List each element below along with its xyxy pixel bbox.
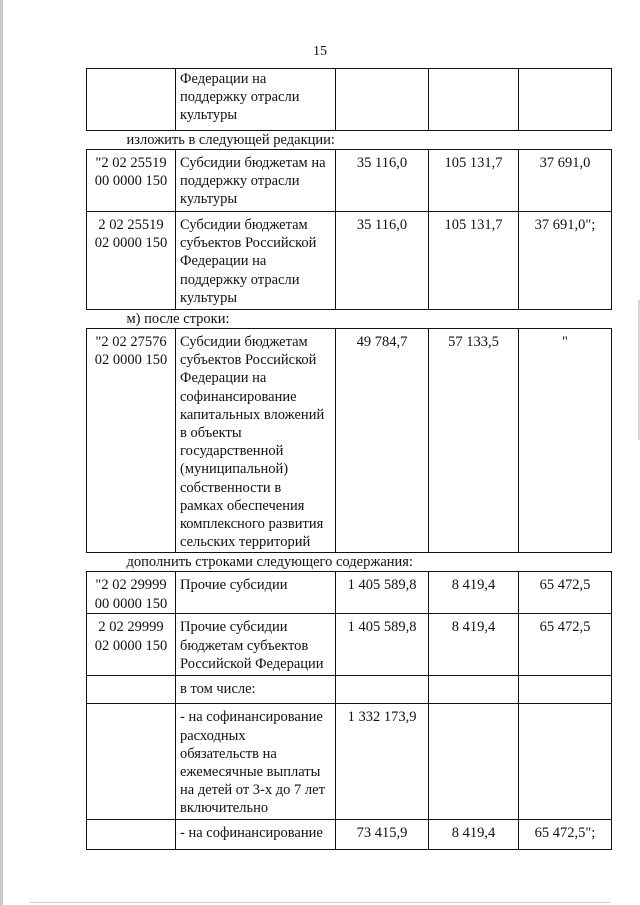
budget-code-cell: "2 02 29999 00 0000 150	[87, 572, 176, 614]
amount-cell: 35 116,0	[336, 150, 429, 212]
scan-edge	[0, 0, 3, 905]
item-name-cell: Субсидии бюджетам субъектов Российской Федерации на софинансирование капитальных вложений в объекты государственной (муниципальной) собственности в рамках обеспечения комплексного развития сельских территорий	[176, 329, 336, 553]
amount-cell	[429, 704, 519, 819]
amount-cell: 65 472,5";	[519, 819, 612, 849]
separator-text: изложить в следующей редакции:	[126, 132, 335, 148]
budget-code-cell: "2 02 25519 00 0000 150	[87, 150, 176, 212]
amount-cell: 65 472,5	[519, 572, 612, 614]
item-name-cell: - на софинансирование расходных обязательств на ежемесячные выплаты на детей от 3-х до 7 лет включительно	[176, 704, 336, 819]
budget-code-cell: 2 02 29999 02 0000 150	[87, 614, 176, 676]
budget-code-cell	[87, 819, 176, 849]
table-row	[87, 150, 612, 212]
amount-cell: 65 472,5	[519, 614, 612, 676]
amount-cell: 105 131,7	[429, 212, 519, 310]
item-name-cell: в том числе:	[176, 676, 336, 704]
separator-row	[87, 553, 612, 572]
separator-text: дополнить строками следующего содержания:	[126, 554, 413, 571]
amount-cell: 8 419,4	[429, 614, 519, 676]
amount-cell: 1 405 589,8	[336, 572, 429, 614]
item-name-cell: Федерации на поддержку отрасли культуры	[176, 69, 336, 131]
item-name-cell: Прочие субсидии бюджетам субъектов Российской Федерации	[176, 614, 336, 676]
separator-row	[87, 131, 612, 150]
amendment-table	[86, 68, 612, 850]
item-name-cell: - на софинансирование	[176, 819, 336, 849]
page-number: 15	[313, 44, 327, 59]
table-row	[87, 614, 612, 676]
separator-row	[87, 310, 612, 329]
item-name-cell: Субсидии бюджетам на поддержку отрасли культуры	[176, 150, 336, 212]
table-row	[87, 212, 612, 310]
amount-cell: 73 415,9	[336, 819, 429, 849]
table-row	[87, 704, 612, 819]
amount-cell	[519, 676, 612, 704]
item-name-cell: Субсидии бюджетам субъектов Российской Федерации на поддержку отрасли культуры	[176, 212, 336, 310]
amount-cell	[429, 676, 519, 704]
table-row	[87, 819, 612, 849]
amount-cell: "	[519, 329, 612, 553]
amount-cell: 37 691,0";	[519, 212, 612, 310]
amount-cell: 35 116,0	[336, 212, 429, 310]
budget-code-cell	[87, 69, 176, 131]
amount-cell: 8 419,4	[429, 572, 519, 614]
budget-code-cell: 2 02 25519 02 0000 150	[87, 212, 176, 310]
amount-cell	[429, 69, 519, 131]
budget-code-cell	[87, 704, 176, 819]
item-name-cell: Прочие субсидии	[176, 572, 336, 614]
amount-cell: 8 419,4	[429, 819, 519, 849]
amount-cell: 57 133,5	[429, 329, 519, 553]
amount-cell: 37 691,0	[519, 150, 612, 212]
amount-cell	[336, 69, 429, 131]
budget-code-cell: "2 02 27576 02 0000 150	[87, 329, 176, 553]
amount-cell	[519, 69, 612, 131]
amount-cell: 49 784,7	[336, 329, 429, 553]
table-row	[87, 676, 612, 704]
amount-cell: 1 405 589,8	[336, 614, 429, 676]
table-row	[87, 329, 612, 553]
amount-cell: 105 131,7	[429, 150, 519, 212]
amount-cell: 1 332 173,9	[336, 704, 429, 819]
budget-code-cell	[87, 676, 176, 704]
table-row	[87, 572, 612, 614]
scan-mark	[30, 902, 610, 903]
separator-text: м) после строки:	[126, 311, 230, 327]
amount-cell	[336, 676, 429, 704]
amount-cell	[519, 704, 612, 819]
table-row	[87, 69, 612, 131]
